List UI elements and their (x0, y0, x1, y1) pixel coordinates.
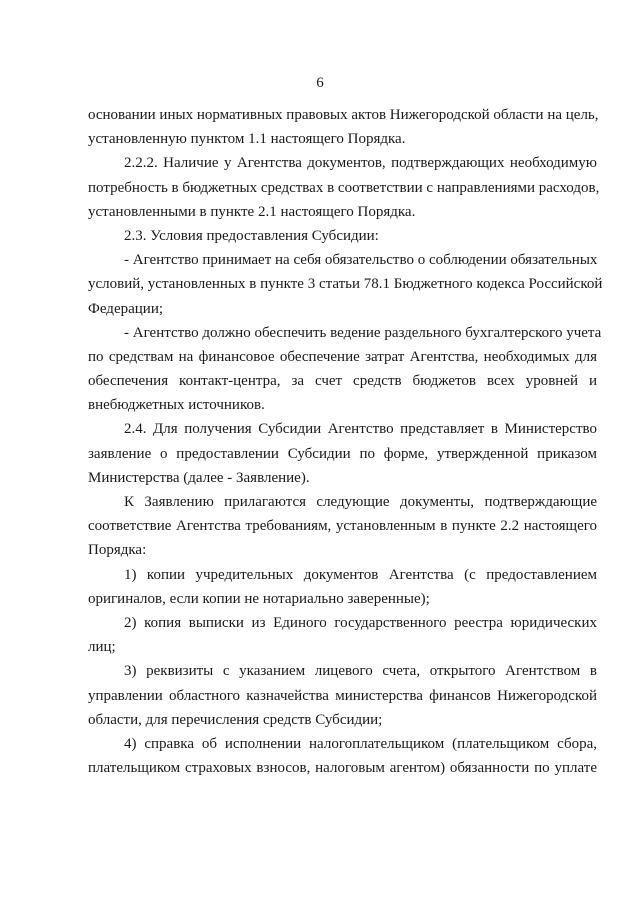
text-line: К Заявлению прилагаются следующие документы, подтверждающие (124, 494, 597, 510)
text-line: 2.3. Условия предоставления Субсидии: (124, 227, 379, 244)
text-line: 2) копия выписки из Единого государственного реестра юридических (124, 614, 597, 631)
document-body (88, 103, 603, 780)
text-line: условий, установленных в пункте 3 статьи 78.1 Бюджетного кодекса Российской (88, 276, 603, 293)
text-line: установленными в пункте 2.1 настоящего Порядка. (88, 203, 416, 220)
page-number: 6 (316, 75, 324, 91)
text-line: Министерства (далее - Заявление). (88, 469, 310, 486)
text-line: внебюджетных источников. (88, 397, 265, 414)
text-line: 1) копии учредительных документов Агентства (с предоставлением (124, 566, 597, 583)
text-line: 2.4. Для получения Субсидии Агентство представляет в Министерство (124, 421, 597, 438)
text-line: основании иных нормативных правовых актов Нижегородской области на цель, (88, 107, 599, 123)
text-line: 3) реквизиты с указанием лицевого счета, открытого Агентством в (124, 663, 597, 680)
text-line: соответствие Агентства требованиям, установленным в пункте 2.2 настоящего (88, 518, 597, 535)
text-line: потребность в бюджетных средствах в соответствии с направлениями расходов, (88, 179, 600, 196)
text-line: установленную пунктом 1.1 настоящего Порядка. (88, 131, 406, 148)
text-line: 2.2.2. Наличие у Агентства документов, подтверждающих необходимую (124, 155, 597, 172)
text-line: Порядка: (88, 542, 147, 559)
text-line: - Агентство принимает на себя обязательство о соблюдении обязательных (124, 252, 598, 269)
text-line: Федерации; (88, 300, 164, 317)
text-line: области, для перечисления средств Субсидии; (88, 711, 383, 728)
text-line: - Агентство должно обеспечить ведение раздельного бухгалтерского учета (124, 324, 602, 341)
text-line: лиц; (88, 639, 116, 656)
text-line: оригиналов, если копии не нотариально заверенные); (88, 590, 430, 607)
text-line: управлении областного казначейства министерства финансов Нижегородской (88, 687, 597, 704)
text-line: по средствам на финансовое обеспечение затрат Агентства, необходимых для (88, 348, 597, 365)
text-line: 4) справка об исполнении налогоплательщиком (плательщиком сбора, (124, 735, 597, 752)
text-line: заявление о предоставлении Субсидии по форме, утвержденной приказом (88, 445, 597, 462)
text-line: плательщиком страховых взносов, налоговым агентом) обязанности по уплате (88, 760, 597, 777)
text-line: обеспечения контакт-центра, за счет средств бюджетов всех уровней и (88, 373, 597, 390)
